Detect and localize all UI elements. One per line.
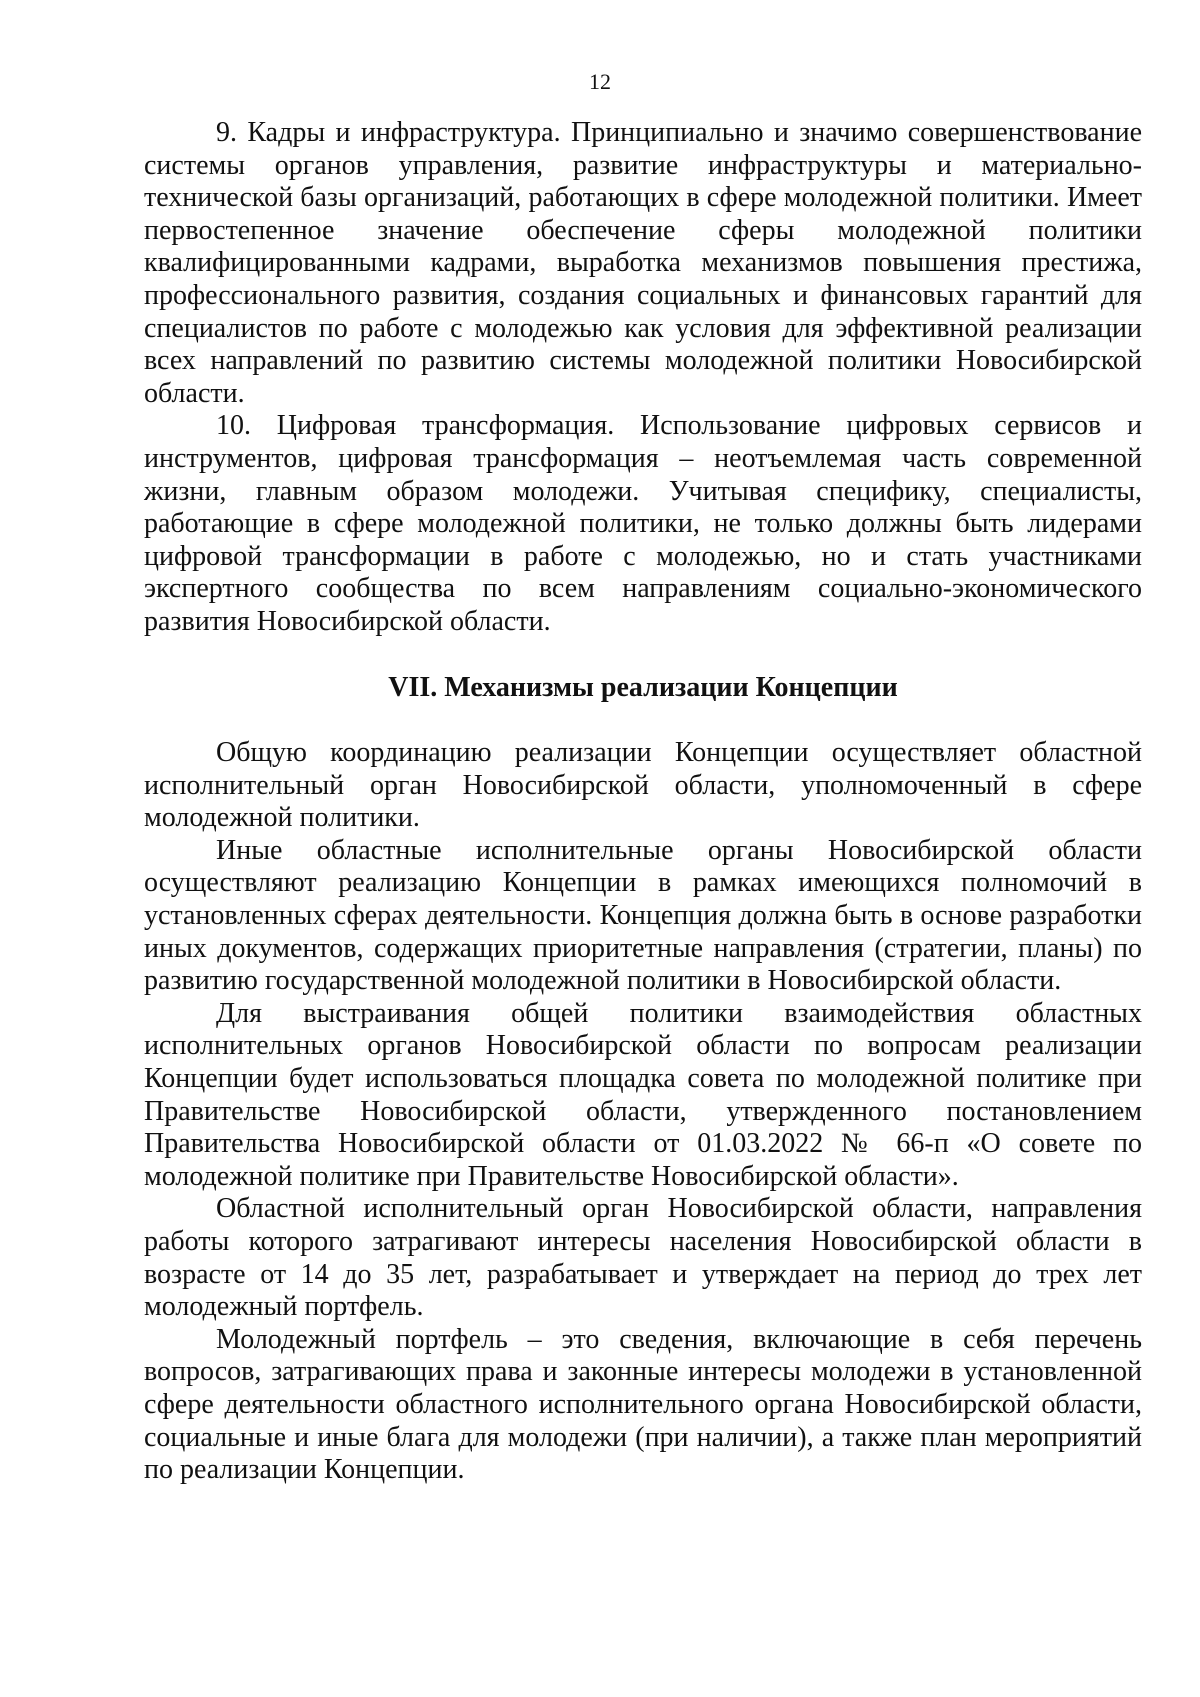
paragraph-general-coordination: Общую координацию реализации Концепции осуществляет областной исполнительный орган Новосибирской области, уполномоченный в сфере молодежной политики. bbox=[144, 737, 1142, 834]
document-body bbox=[144, 117, 1142, 1487]
paragraph-regional-executive-body: Областной исполнительный орган Новосибирской области, направления работы которого затрагивают интересы населения Новосибирской области в возрасте от 14 до 35 лет, разрабатывает и утверждает на период до трех лет молодежный портфель. bbox=[144, 1193, 1142, 1323]
paragraph-personnel-infrastructure: 9. Кадры и инфраструктура. Принципиально и значимо совершенствование системы органов управления, развитие инфраструктуры и материально-технической базы организаций, работающих в сфере молодежной политики. Имеет первостепенное значение обеспечение сферы молодежной политики квалифицированными кадрами, выработка механизмов повышения престижа, профессионального развития, создания социальных и финансовых гарантий для специалистов по работе с молодежью как условия для эффективной реализации всех направлений по развитию системы молодежной политики Новосибирской области. bbox=[144, 117, 1142, 409]
paragraph-youth-policy-council: Для выстраивания общей политики взаимодействия областных исполнительных органов Новосибирской области по вопросам реализации Концепции будет использоваться площадка совета по молодежной политике при Правительстве Новосибирской области, утвержденного постановлением Правительства Новосибирской области от 01.03.2022 № 66-п «О совете по молодежной политике при Правительстве Новосибирской области». bbox=[144, 997, 1142, 1192]
page-number: 12 bbox=[589, 69, 611, 94]
paragraph-other-executive-bodies: Иные областные исполнительные органы Новосибирской области осуществляют реализацию Концепции в рамках имеющихся полномочий в установленных сферах деятельности. Концепция должна быть в основе разработки иных документов, содержащих приоритетные направления (стратегии, планы) по развитию государственной молодежной политики в Новосибирской области. bbox=[144, 834, 1142, 997]
paragraph-digital-transformation: 10. Цифровая трансформация. Использование цифровых сервисов и инструментов, цифровая трансформация – неотъемлемая часть современной жизни, главным образом молодежи. Учитывая специфику, специалисты, работающие в сфере молодежной политики, не только должны быть лидерами цифровой трансформации в работе с молодежью, но и стать участниками экспертного сообщества по всем направлениям социально-экономического развития Новосибирской области. bbox=[144, 410, 1142, 637]
section-heading: VII. Механизмы реализации Концепции bbox=[388, 671, 898, 703]
paragraph-youth-portfolio: Молодежный портфель – это сведения, включающие в себя перечень вопросов, затрагивающих права и законные интересы молодежи в установленной сфере деятельности областного исполнительного органа Новосибирской области, социальные и иные блага для молодежи (при наличии), а также план мероприятий по реализации Концепции. bbox=[144, 1323, 1142, 1486]
